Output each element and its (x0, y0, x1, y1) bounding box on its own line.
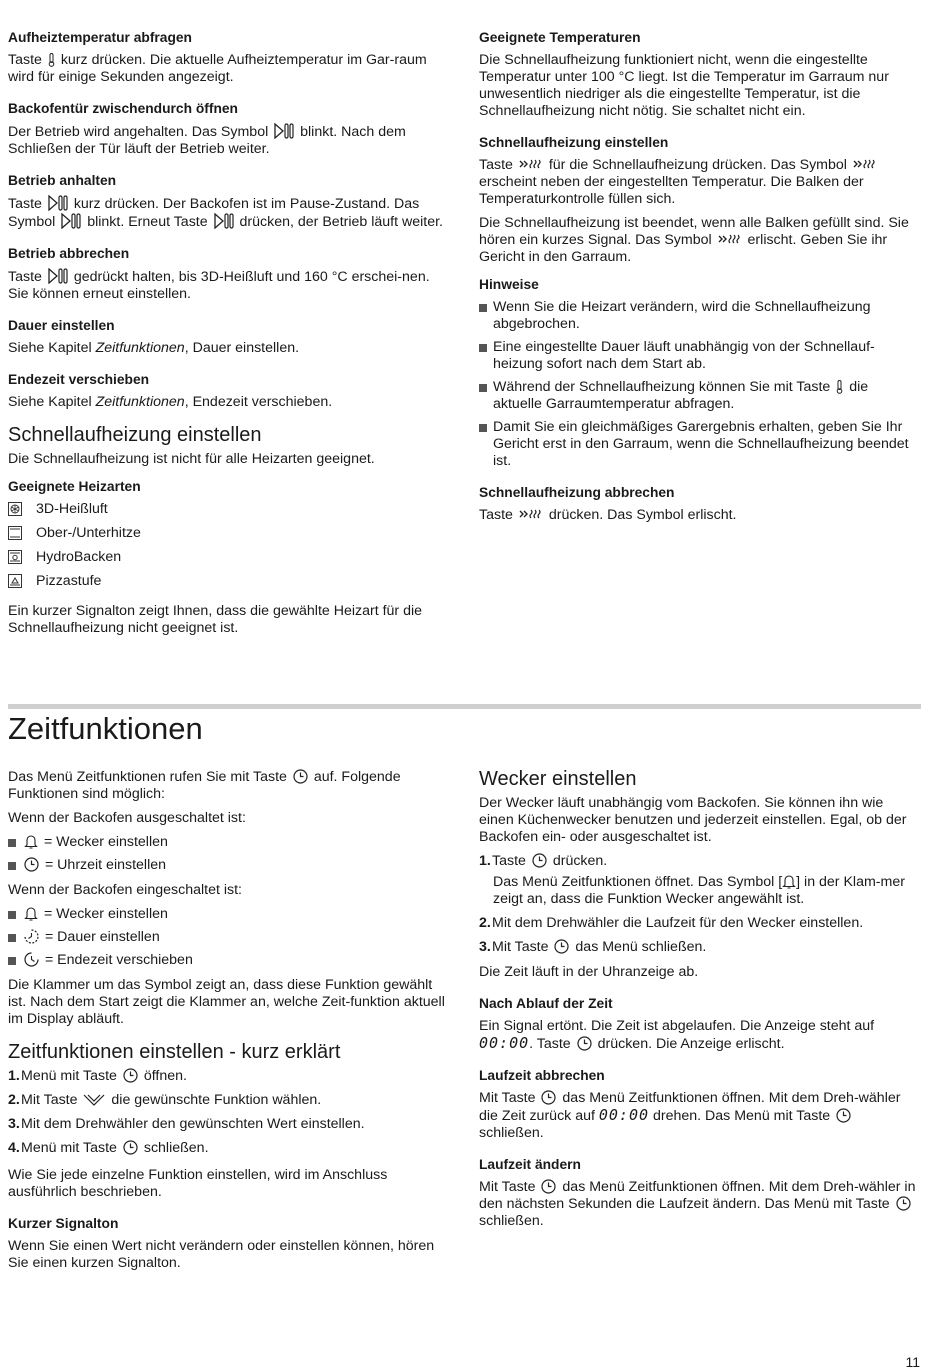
list-item: Eine eingestellte Dauer läuft unabhängig von der Schnellauf-heizung sofort nach dem Start ab. (479, 339, 919, 373)
list-item: 3.Mit dem Drehwähler den gewünschten Wert einstellen. (8, 1116, 365, 1132)
list-item: 2.Mit dem Drehwähler die Laufzeit für den Wecker einstellen. (479, 915, 864, 931)
paragraph-endezeit-verschieben: Siehe Kapitel Zeitfunktionen, Endezeit verschieben. (8, 394, 333, 410)
clock-icon (896, 1196, 911, 1211)
list-item: HydroBacken (8, 545, 448, 569)
rapid-heat-icon (519, 158, 543, 172)
heading-betrieb-anhalten: Betrieb anhalten (8, 173, 117, 188)
heading-geeignete-temperaturen: Geeignete Temperaturen (479, 30, 641, 45)
start-pause-icon (214, 213, 234, 229)
chapter-title: Zeitfunktionen (8, 711, 203, 746)
heading-hinweise: Hinweise (479, 277, 539, 292)
bullet-icon (8, 957, 16, 965)
chapter-divider (8, 704, 921, 709)
list-item: Ober-/Unterhitze (8, 521, 448, 545)
section-title-wecker: Wecker einstellen (479, 768, 637, 790)
heading-schnellaufheizung-abbrechen: Schnellaufheizung abbrechen (479, 485, 675, 500)
heading-laufzeit-abbrechen: Laufzeit abbrechen (479, 1068, 605, 1083)
label-backofen-aus: Wenn der Backofen ausgeschaltet ist: (8, 810, 246, 826)
functions-off-list (8, 834, 448, 874)
clock-icon (123, 1068, 138, 1083)
heading-nach-ablauf: Nach Ablauf der Zeit (479, 996, 613, 1011)
pizza-setting-icon (8, 574, 22, 588)
paragraph-kurzer-signalton: Wenn Sie einen Wert nicht verändern oder einstellen können, hören Sie einen kurzen Signalton. (8, 1238, 435, 1271)
heading-endezeit-verschieben: Endezeit verschieben (8, 372, 150, 387)
paragraph-schnellaufheizung-intro: Die Schnellaufheizung ist nicht für alle Heizarten geeignet. (8, 451, 375, 467)
clock-icon (577, 1036, 592, 1051)
list-item: = Endezeit verschieben (8, 952, 448, 969)
paragraph-aufheiztemperatur: Taste kurz drücken. Die aktuelle Aufheiztemperatur im Gar-raum wird für einige Sekunden angezeigt. (8, 52, 427, 85)
list-item: 3.Mit Taste das Menü schließen. (479, 939, 707, 955)
list-item: Damit Sie ein gleichmäßiges Garergebnis erhalten, geben Sie Ihr Gericht erst in den Garraum, wenn die Schnellaufheizung beendet ist. (479, 419, 919, 470)
bell-icon (24, 906, 38, 921)
clock-icon (532, 853, 547, 868)
heading-laufzeit-aendern: Laufzeit ändern (479, 1157, 581, 1172)
clock-icon (24, 857, 39, 872)
list-item: = Wecker einstellen (8, 906, 448, 923)
list-item: 3D-Heißluft (8, 497, 448, 521)
paragraph-signalton-hinweis: Ein kurzer Signalton zeigt Ihnen, dass die gewählte Heizart für die Schnellaufheizung nicht geeignet ist. (8, 603, 423, 636)
display-readout: 00:00 (598, 1106, 650, 1124)
bell-icon (24, 834, 38, 849)
paragraph-wecker-note: Die Zeit läuft in der Uhranzeige ab. (479, 964, 699, 980)
bullet-icon (8, 862, 16, 870)
list-item: Wenn Sie die Heizart verändern, wird die Schnellaufheizung abgebrochen. (479, 299, 919, 333)
start-pause-icon (61, 213, 81, 229)
paragraph-backofentuer: Der Betrieb wird angehalten. Das Symbol blinkt. Nach dem Schließen der Tür läuft der Betrieb weiter. (8, 124, 406, 157)
paragraph-laufzeit-aendern: Mit Taste das Menü Zeitfunktionen öffnen. Mit dem Dreh-wähler in den nächsten Sekunden die Laufzeit ändern. Das Menü mit Taste schließen. (479, 1179, 916, 1229)
top-left-column (8, 29, 448, 644)
list-item: Während der Schnellaufheizung können Sie mit Taste die aktuelle Garraumtemperatur abfragen. (479, 379, 919, 413)
bell-icon (782, 874, 796, 889)
display-readout: 00:00 (479, 1034, 530, 1052)
clock-icon (123, 1140, 138, 1155)
bullet-icon (8, 934, 16, 942)
bullet-icon (8, 911, 16, 919)
heading-schnellaufheizung-einstellen: Schnellaufheizung einstellen (479, 135, 669, 150)
clock-icon (541, 1090, 556, 1105)
start-pause-icon (274, 123, 294, 139)
bullet-icon (8, 839, 16, 847)
section-title-schnellaufheizung: Schnellaufheizung einstellen (8, 424, 262, 446)
start-pause-icon (48, 195, 68, 211)
paragraph-klammer: Die Klammer um das Symbol zeigt an, dass diese Funktion gewählt ist. Nach dem Start zeigt die Klammer an, welche Zeit-funktion aktuell im Display abläuft. (8, 977, 445, 1027)
paragraph-schnellaufheizung-beendet: Die Schnellaufheizung ist beendet, wenn alle Balken gefüllt sind. Sie hören ein kurzes Signal. Das Symbol erlischt. Geben Sie ihr Gericht in den Garraum. (479, 215, 909, 265)
list-item: 2.Mit Taste die gewünschte Funktion wählen. (8, 1092, 322, 1108)
label-backofen-an: Wenn der Backofen eingeschaltet ist: (8, 882, 242, 898)
rapid-heat-icon (853, 158, 877, 172)
paragraph-schnellaufheizung-abbrechen: Taste drücken. Das Symbol erlischt. (479, 507, 737, 523)
paragraph-nach-ablauf: Ein Signal ertönt. Die Zeit ist abgelaufen. Die Anzeige steht auf 00:00. Taste drücken. Die Anzeige erlischt. (479, 1018, 875, 1052)
double-chevron-down-icon (83, 1093, 105, 1107)
list-item: 1.Menü mit Taste öffnen. (8, 1068, 187, 1084)
steps-kurz-erklaert (8, 1068, 448, 1157)
thermometer-icon (48, 53, 55, 67)
clock-icon (554, 939, 569, 954)
paragraph-schnellaufheizung-einstellen: Taste für die Schnellaufheizung drücken. Das Symbol erscheint neben der eingestellten Temperatur. Die Balken der Temperaturkontrolle füllen sich. (479, 157, 919, 208)
hydro-baking-icon (8, 550, 22, 564)
paragraph-betrieb-anhalten: Taste kurz drücken. Der Backofen ist im Pause-Zustand. Das Symbol blinkt. Erneut Taste drücken, der Betrieb läuft weiter. (8, 196, 443, 230)
rapid-heat-icon (519, 508, 543, 522)
end-time-icon (24, 952, 39, 967)
start-pause-icon (48, 268, 68, 284)
heading-betrieb-abbrechen: Betrieb abbrechen (8, 246, 130, 261)
bottom-left-column (8, 769, 448, 1279)
heizarten-list (8, 497, 448, 593)
bullet-icon (479, 304, 487, 312)
heading-backofentuer: Backofentür zwischendurch öffnen (8, 101, 238, 116)
hinweise-list (479, 299, 919, 470)
paragraph-zeitfunktionen-intro: Das Menü Zeitfunktionen rufen Sie mit Taste auf. Folgende Funktionen sind möglich: (8, 769, 401, 802)
3d-hot-air-icon (8, 502, 22, 516)
paragraph-laufzeit-abbrechen: Mit Taste das Menü Zeitfunktionen öffnen. Mit dem Dreh-wähler die Zeit zurück auf 00:00 drehen. Das Menü mit Taste schließen. (479, 1090, 901, 1141)
heading-aufheiztemperatur: Aufheiztemperatur abfragen (8, 30, 192, 45)
thermometer-icon (836, 380, 843, 394)
list-item: Pizzastufe (8, 569, 448, 593)
paragraph-betrieb-abbrechen: Taste gedrückt halten, bis 3D-Heißluft und 160 °C erschei-nen. Sie können erneut einstellen. (8, 269, 430, 302)
paragraph-dauer-einstellen: Siehe Kapitel Zeitfunktionen, Dauer einstellen. (8, 340, 300, 356)
clock-icon (541, 1179, 556, 1194)
list-item: 4.Menü mit Taste schließen. (8, 1140, 209, 1156)
bottom-right-column (479, 767, 921, 1237)
heading-kurzer-signalton: Kurzer Signalton (8, 1216, 119, 1231)
heading-dauer-einstellen: Dauer einstellen (8, 318, 115, 333)
top-bottom-heat-icon (8, 526, 22, 540)
steps-wecker (479, 853, 921, 956)
list-item: = Dauer einstellen (8, 929, 448, 946)
page-number: 11 (905, 1354, 920, 1370)
list-item: = Uhrzeit einstellen (8, 857, 448, 874)
clock-icon (293, 769, 308, 784)
bullet-icon (479, 344, 487, 352)
paragraph-kurz-note: Wie Sie jede einzelne Funktion einstellen, wird im Anschluss ausführlich beschrieben. (8, 1167, 388, 1200)
top-right-column (479, 29, 919, 531)
list-item: 1.Taste drücken. Das Menü Zeitfunktionen öffnet. Das Symbol [ ] in der Klam-mer zeigt an, dass die Funktion Wecker angewählt ist. (479, 853, 921, 908)
heading-geeignete-heizarten: Geeignete Heizarten (8, 479, 141, 494)
step-1-detail: Das Menü Zeitfunktionen öffnet. Das Symbol [ ] in der Klam-mer zeigt an, dass die Funktion Wecker angewählt ist. (493, 874, 905, 907)
duration-icon (24, 929, 39, 944)
list-item: = Wecker einstellen (8, 834, 448, 851)
clock-icon (836, 1108, 851, 1123)
functions-on-list (8, 906, 448, 969)
paragraph-geeignete-temperaturen: Die Schnellaufheizung funktioniert nicht, wenn die eingestellte Temperatur unter 100 °C liegt. Ist die Temperatur im Garraum nur unwesentlich niedriger als die eingestellte Temperatur, ist die Schnellaufheizung nicht nötig. Sie schaltet nicht ein. (479, 52, 889, 119)
bullet-icon (479, 424, 487, 432)
paragraph-wecker-intro: Der Wecker läuft unabhängig vom Backofen. Sie können ihn wie einen Küchenwecker benutzen und jederzeit einstellen. Egal, ob der Backofen ein- oder ausgeschaltet ist. (479, 795, 907, 845)
rapid-heat-icon (718, 233, 742, 247)
section-title-kurz-erklaert: Zeitfunktionen einstellen - kurz erklärt (8, 1041, 341, 1063)
bullet-icon (479, 384, 487, 392)
